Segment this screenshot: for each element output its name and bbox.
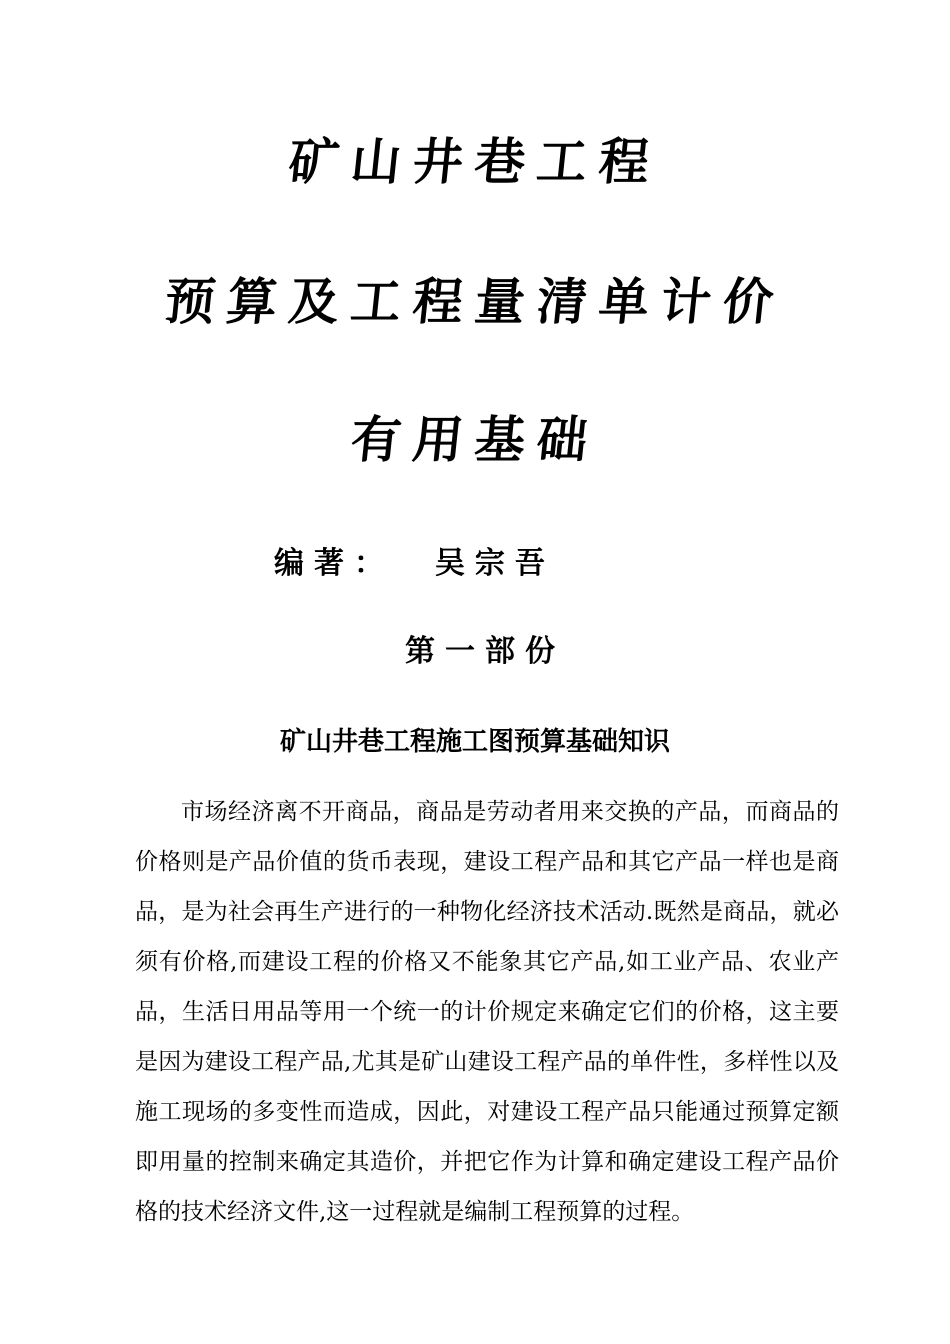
title-line-3: 有用基础 <box>347 411 603 469</box>
section-title: 矿山井巷工程施工图预算基础知识 <box>279 727 670 757</box>
body-paragraph: 市场经济离不开商品，商品是劳动者用来交换的产品，而商品的价格则是产品价值的货币表现，建设工程产品和其它产品一样也是商品，是为社会再生产进行的一种物化经济技术活动.既然是商品，就必须有价格,而建设工程的价格又不能象其它产品,如工业产品、农业产品，生活日用品等用一个统一的计价规定来确定它们的价格，这主要是因为建设工程产品,尤其是矿山建设工程产品的单件性，多样性以及施工现场的多变性而造成，因此，对建设工程产品只能通过预算定额即用量的控制来确定其造价，并把它作为计算和确定建设工程产品价格的技术经济文件,这一过程就是编制工程预算的过程。 <box>135 799 839 1225</box>
part-heading: 第一部份 <box>405 634 565 669</box>
author-line: 编著： 吴宗吾 <box>274 546 555 581</box>
title-line-1: 矿山井巷工程 <box>285 133 665 191</box>
title-line-2: 预算及工程量清单计价 <box>161 273 789 331</box>
